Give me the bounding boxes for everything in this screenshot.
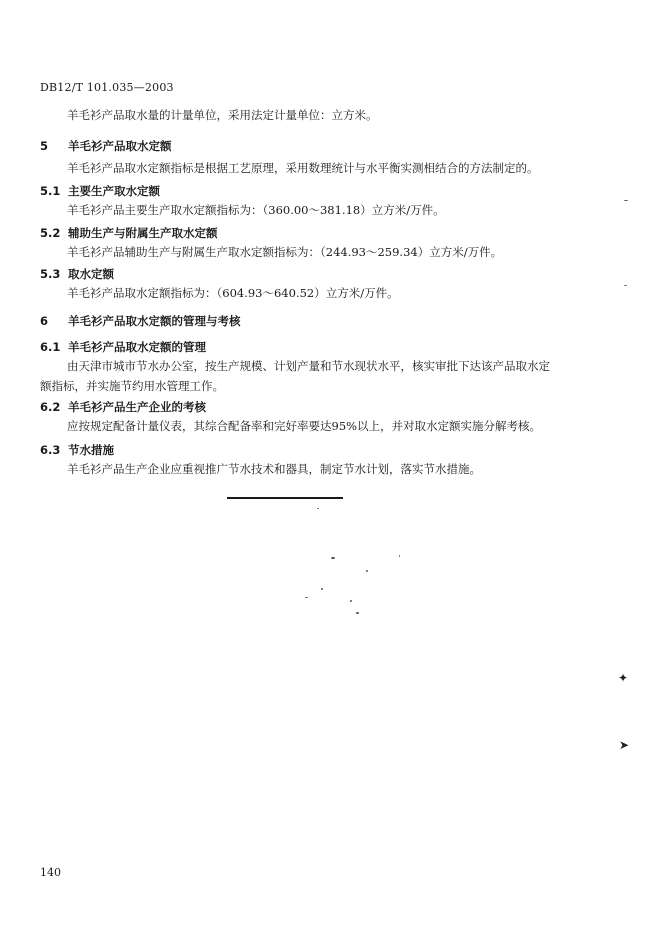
scan-speck bbox=[321, 588, 323, 590]
paragraph-line: 额指标，并实施节约用水管理工作。 bbox=[40, 379, 224, 393]
section-title: 羊毛衫产品取水定额的管理与考核 bbox=[68, 314, 241, 328]
section-6-heading bbox=[40, 313, 241, 329]
section-number: 5.2 bbox=[40, 226, 61, 240]
scan-speck bbox=[331, 557, 335, 559]
section-number: 5.1 bbox=[40, 184, 61, 198]
scan-speck bbox=[317, 508, 319, 509]
section-title: 羊毛衫产品取水定额的管理 bbox=[68, 340, 206, 354]
section-6-2-heading bbox=[40, 399, 206, 415]
paragraph-line: 由天津市城市节水办公室，按生产规模、计划产量和节水现状水平，核实审批下达该产品取水定 bbox=[67, 359, 550, 373]
section-number: 6.2 bbox=[40, 400, 61, 414]
section-5-heading bbox=[40, 138, 172, 154]
section-title: 羊毛衫产品生产企业的考核 bbox=[68, 400, 206, 414]
section-5-3-paragraph: 羊毛衫产品取水定额指标为：（604.93～640.52）立方米/万件。 bbox=[67, 286, 399, 300]
section-title: 节水措施 bbox=[68, 443, 114, 457]
scan-speck bbox=[305, 597, 308, 598]
section-5-2-paragraph: 羊毛衫产品辅助生产与附属生产取水定额指标为：（244.93～259.34）立方米/万件。 bbox=[67, 245, 503, 259]
scan-speck bbox=[399, 555, 400, 557]
scan-speck bbox=[624, 200, 628, 201]
section-5-2-heading bbox=[40, 225, 218, 241]
scan-speck bbox=[624, 285, 627, 286]
section-6-1-paragraph bbox=[40, 356, 590, 396]
section-number: 6.1 bbox=[40, 340, 61, 354]
section-5-paragraph: 羊毛衫产品取水定额指标是根据工艺原理，采用数理统计与水平衡实测相结合的方法制定的。 bbox=[67, 161, 539, 175]
section-5-3-heading bbox=[40, 266, 114, 282]
section-6-3-paragraph: 羊毛衫产品生产企业应重视推广节水技术和器具，制定节水计划，落实节水措施。 bbox=[67, 462, 481, 476]
section-number: 5 bbox=[40, 139, 49, 153]
section-6-1-heading bbox=[40, 339, 206, 355]
section-number: 6.3 bbox=[40, 443, 61, 457]
section-number: 5.3 bbox=[40, 267, 61, 281]
edge-mark-icon: ✦ bbox=[618, 671, 629, 685]
edge-mark-icon: ➤ bbox=[619, 738, 630, 752]
intro-paragraph: 羊毛衫产品取水量的计量单位，采用法定计量单位：立方米。 bbox=[67, 108, 378, 122]
section-5-1-heading bbox=[40, 183, 160, 199]
page-number: 140 bbox=[40, 866, 61, 879]
document-code: DB12/T 101.035—2003 bbox=[40, 81, 174, 94]
section-title: 取水定额 bbox=[68, 267, 114, 281]
section-5-1-paragraph: 羊毛衫产品主要生产取水定额指标为：（360.00～381.18）立方米/万件。 bbox=[67, 203, 445, 217]
section-title: 辅助生产与附属生产取水定额 bbox=[68, 226, 218, 240]
section-title: 主要生产取水定额 bbox=[68, 184, 160, 198]
scan-speck bbox=[350, 600, 352, 602]
section-6-2-paragraph: 应按规定配备计量仪表，其综合配备率和完好率要达95%以上，并对取水定额实施分解考核。 bbox=[67, 419, 542, 433]
section-6-3-heading bbox=[40, 442, 114, 458]
section-number: 6 bbox=[40, 314, 49, 328]
scan-speck bbox=[356, 612, 359, 614]
section-title: 羊毛衫产品取水定额 bbox=[68, 139, 172, 153]
end-rule bbox=[227, 497, 343, 499]
scan-speck bbox=[366, 570, 368, 572]
